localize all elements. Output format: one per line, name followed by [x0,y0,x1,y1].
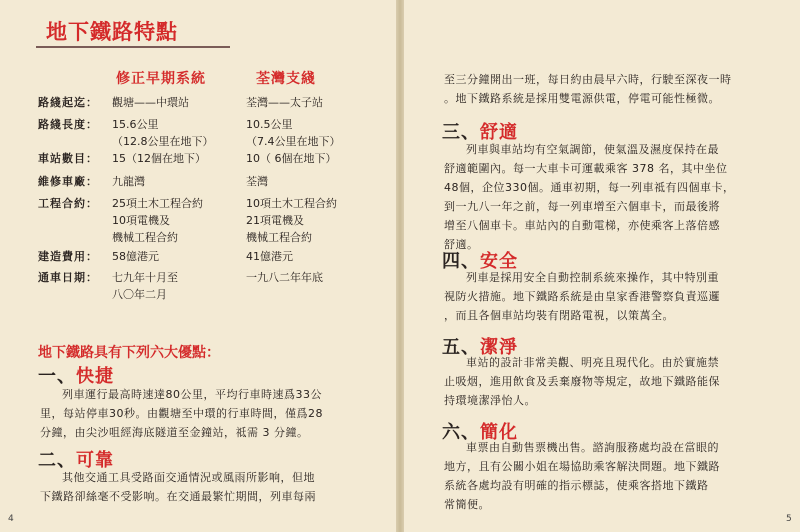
section-number: 六、 [442,422,480,443]
book-spine [396,0,404,532]
section-number: 二、 [38,450,76,471]
text-line: 其他交通工具受路面交通情況或風雨所影响，但地 [62,471,315,484]
text-line: 下鐵路卻絲毫不受影响。在交通最繁忙期間，列車每兩 [40,490,316,503]
spec-value-early [112,94,189,111]
spec-value-line: 七九年十月至 [112,271,178,284]
section-title: 可靠 [76,450,114,471]
section-body-5 [444,353,789,410]
section-title: 舒適 [480,122,518,143]
spec-label: 建造費用： [38,250,98,263]
spec-value-line: 機械工程合約 [112,231,178,244]
text-line: 。地下鐵路系統是採用雙電源供電，停電可能性極微。 [444,92,720,105]
spec-value-line: 21項電機及 [246,214,304,227]
spec-value-tsuen-wan [246,94,323,111]
intro-text [444,70,784,108]
text-line: 列車運行最高時速達80公里，平均行車時速爲33公 [62,388,322,401]
section-title: 安全 [480,251,518,272]
spec-label: 車站數目： [38,152,98,165]
spec-value-tsuen-wan [246,150,337,167]
text-line: 到一九八一年之前，每一列車增至六個車卡，而最後將 [444,200,720,213]
spec-label: 路綫起迄： [38,96,98,109]
spec-value-line: 10項電機及 [112,214,170,227]
text-line: ，而且各個車站均裝有閉路電視，以策萬全。 [444,309,674,322]
text-line: 增至八個車卡。車站內的自動電梯，亦使乘客上落倍感 [444,219,720,232]
spec-label: 路綫長度： [38,118,98,131]
spec-label: 通車日期： [38,271,98,284]
page-number: 5 [786,514,792,524]
text-line: 視防火措施。地下鐵路系統是由皇家香港警察負責巡邏 [444,290,720,303]
text-line: 持環境潔淨怡人。 [444,394,536,407]
column-heading-tsuen-wan-line: 荃灣支綫 [256,71,316,87]
section-body-4 [444,268,789,325]
spec-value-line: 九龍灣 [112,175,145,188]
spec-value-line: 機械工程合約 [246,231,312,244]
spec-value-line: （12.8公里在地下） [112,135,214,148]
spec-value-line: 58億港元 [112,250,159,263]
text-line: 車票由自動售票機出售。諮詢服務處均設在當眼的 [466,441,719,454]
spec-value-tsuen-wan [246,116,341,150]
spec-value-line: 觀塘——中環站 [112,96,189,109]
spec-value-line: 15（12個在地下） [112,152,206,165]
spec-value-early [112,195,203,246]
title-underline [36,46,230,48]
spec-value-early [112,116,214,150]
spec-value-line: 荃灣 [246,175,268,188]
spec-value-line: 八〇年二月 [112,288,167,301]
spec-value-line: 10項土木工程合約 [246,197,337,210]
text-line: 里，每站停車30秒。由觀塘至中環的行車時間，僅爲28 [40,407,323,420]
text-line: 舒適範圍內。每一大車卡可運載乘客 378 名，其中坐位 [444,162,728,175]
text-line: 地方，且有公關小姐在場協助乘客解決問題。地下鐵路 [444,460,720,473]
text-line: 48個，企位330個。通車初期，每一列車祗有四個車卡， [444,181,735,194]
spec-value-tsuen-wan [246,195,337,246]
page-title: 地下鐵路特點 [46,20,178,44]
section-number: 五、 [442,337,480,358]
spec-value-tsuen-wan [246,173,268,190]
text-line: 止吸烟，進用飲食及丢棄廢物等規定，故地下鐵路能保 [444,375,720,388]
spec-value-line: （7.4公里在地下） [246,135,341,148]
section-title: 簡化 [480,422,518,443]
section-title: 快捷 [76,366,114,387]
text-line: 車站的設計非常美觀、明亮且現代化。由於實施禁 [466,356,719,369]
page-number: 4 [8,514,14,524]
text-line: 至三分鐘開出一班，每日約由晨早六時，行駛至深夜一時 [444,73,732,86]
spec-value-tsuen-wan [246,248,293,265]
text-line: 系統各處均設有明確的指示標誌，使乘客搭地下鐵路 [444,479,709,492]
spec-value-early [112,150,206,167]
spec-value-line: 25項土木工程合約 [112,197,203,210]
spec-value-early [112,173,145,190]
text-line: 舒適。 [444,238,479,251]
advantages-heading: 地下鐵路具有下列六大優點： [38,345,220,361]
spec-value-tsuen-wan [246,269,323,286]
spec-value-line: 10（ 6個在地下） [246,152,337,165]
spec-value-line: 一九八二年年底 [246,271,323,284]
spec-value-line: 15.6公里 [112,118,159,131]
spec-value-early [112,269,178,303]
spec-value-line: 10.5公里 [246,118,293,131]
spec-value-line: 荃灣——太子站 [246,96,323,109]
text-line: 列車是採用安全自動控制系統來操作，其中特別重 [466,271,719,284]
spec-label: 工程合約： [38,197,98,210]
section-body-6 [444,438,789,514]
text-line: 列車與車站均有空氣調節，使氣溫及濕度保持在最 [466,143,719,156]
section-number: 四、 [442,251,480,272]
section-number: 三、 [442,122,480,143]
section-body-2 [40,468,390,506]
column-heading-early-system: 修正早期系統 [116,71,206,87]
spec-label: 維修車廠： [38,175,98,188]
section-title: 潔淨 [480,337,518,358]
section-body-3 [444,140,789,254]
spec-value-early [112,248,159,265]
text-line: 分鐘，由尖沙咀經海底隧道至金鐘站，祗需 3 分鐘。 [40,426,309,439]
section-body-1 [40,385,390,442]
section-number: 一、 [38,366,76,387]
spec-value-line: 41億港元 [246,250,293,263]
text-line: 常簡便。 [444,498,490,511]
